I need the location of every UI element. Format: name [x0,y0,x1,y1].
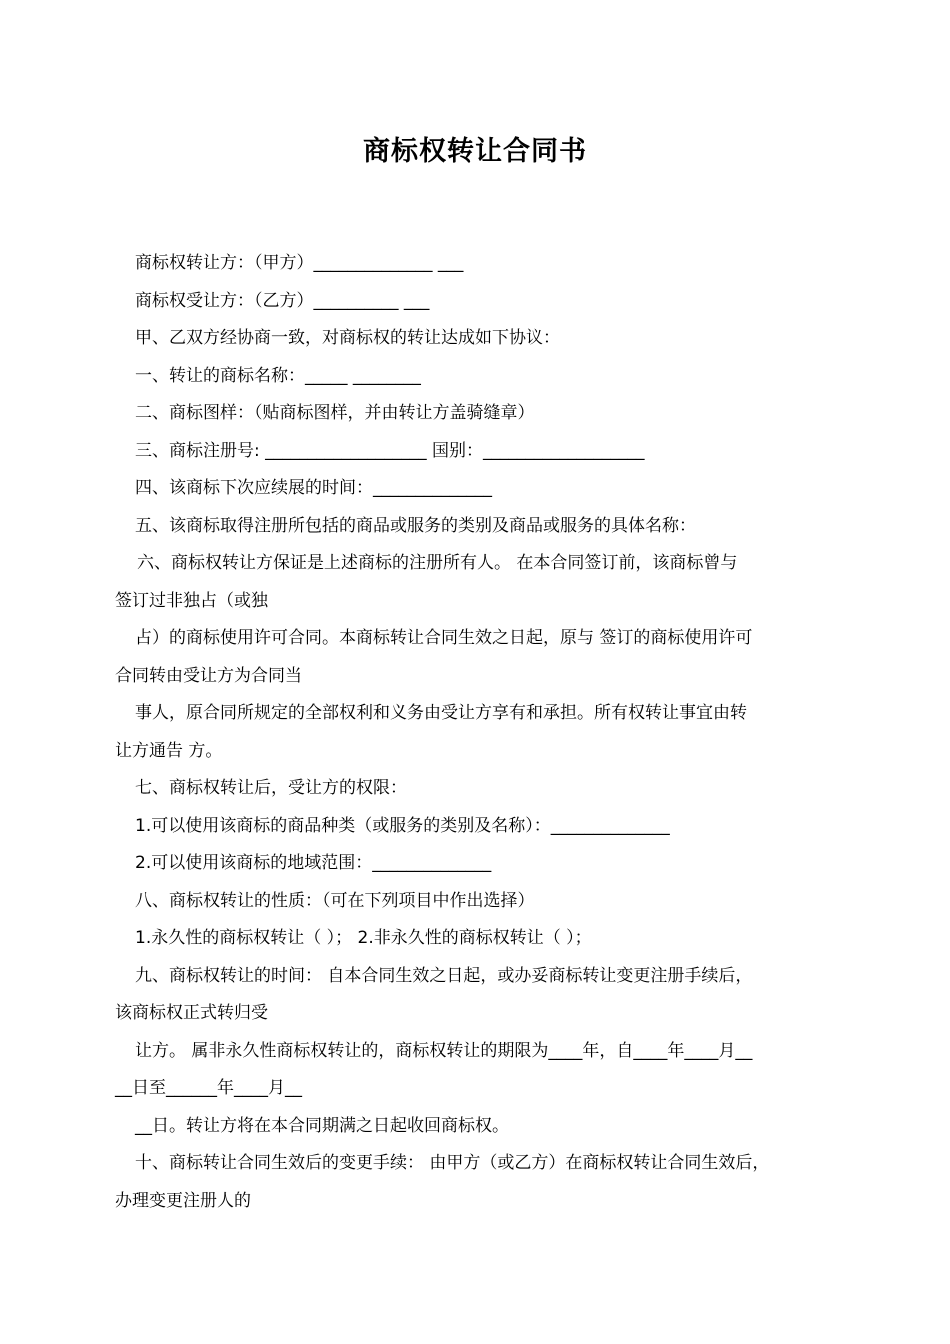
clause-2: 二、商标图样：（贴商标图样，并由转让方盖骑缝章） [135,403,535,423]
clause-9-line-1: 九、商标权转让的时间： 自本合同生效之日起，或办妥商标转让变更注册手续后， [135,965,753,986]
clause-9-line-5: __日。转让方将在本合同期满之日起收回商标权。 [135,1115,509,1136]
clause-6-line-2: 签订过非独占（或独 [115,590,268,611]
clause-9-line-2: 该商标权正式转归受 [115,1003,268,1023]
transferee-line: 商标权受让方：（乙方）__________ ___ [135,290,430,311]
clause-9-line-3: 让方。 属非永久性商标权转让的，商标权转让的期限为____年，自____年____月__ [135,1040,753,1061]
transferor-line: 商标权转让方：（甲方）______________ ___ [135,253,464,273]
clause-7: 七、商标权转让后，受让方的权限： [135,778,407,798]
clause-8-options: 1.永久性的商标权转让（ ）； 2.非永久性的商标权转让（ ）； [135,928,592,948]
clause-9-line-4: __日至______年____月__ [115,1078,302,1098]
clause-10-line-2: 办理变更注册人的 [115,1190,251,1211]
clause-8: 八、商标权转让的性质：（可在下列项目中作出选择） [135,890,535,911]
clause-7-item-1: 1.可以使用该商标的商品种类（或服务的类别及名称）：______________ [135,815,670,836]
clause-3: 三、商标注册号: ___________________ 国别：___________________ [135,440,645,461]
document-title: 商标权转让合同书 [363,136,587,167]
clause-7-item-2: 2.可以使用该商标的地域范围：______________ [135,853,492,873]
clause-4: 四、该商标下次应续展的时间：______________ [135,478,492,498]
clause-6-line-4: 合同转由受让方为合同当 [115,665,302,686]
clause-10-line-1: 十、商标转让合同生效后的变更手续： 由甲方（或乙方）在商标权转让合同生效后， [135,1153,770,1173]
clause-6-line-1: 六、商标权转让方保证是上述商标的注册所有人。 在本合同签订前，该商标曾与 [137,553,738,573]
clause-1: 一、转让的商标名称：_____ ________ [135,365,421,386]
clause-6-line-6: 让方通告 方。 [115,740,223,761]
clause-6-line-3: 占）的商标使用许可合同。本商标转让合同生效之日起，原与 签订的商标使用许可 [135,628,753,648]
document-body [115,245,855,1220]
clause-5: 五、该商标取得注册所包括的商品或服务的类别及商品或服务的具体名称： [135,515,696,536]
clause-6-line-5: 事人，原合同所规定的全部权利和义务由受让方享有和承担。所有权转让事宜由转 [135,703,747,723]
agreement-intro: 甲、乙双方经协商一致，对商标权的转让达成如下协议： [135,328,560,348]
